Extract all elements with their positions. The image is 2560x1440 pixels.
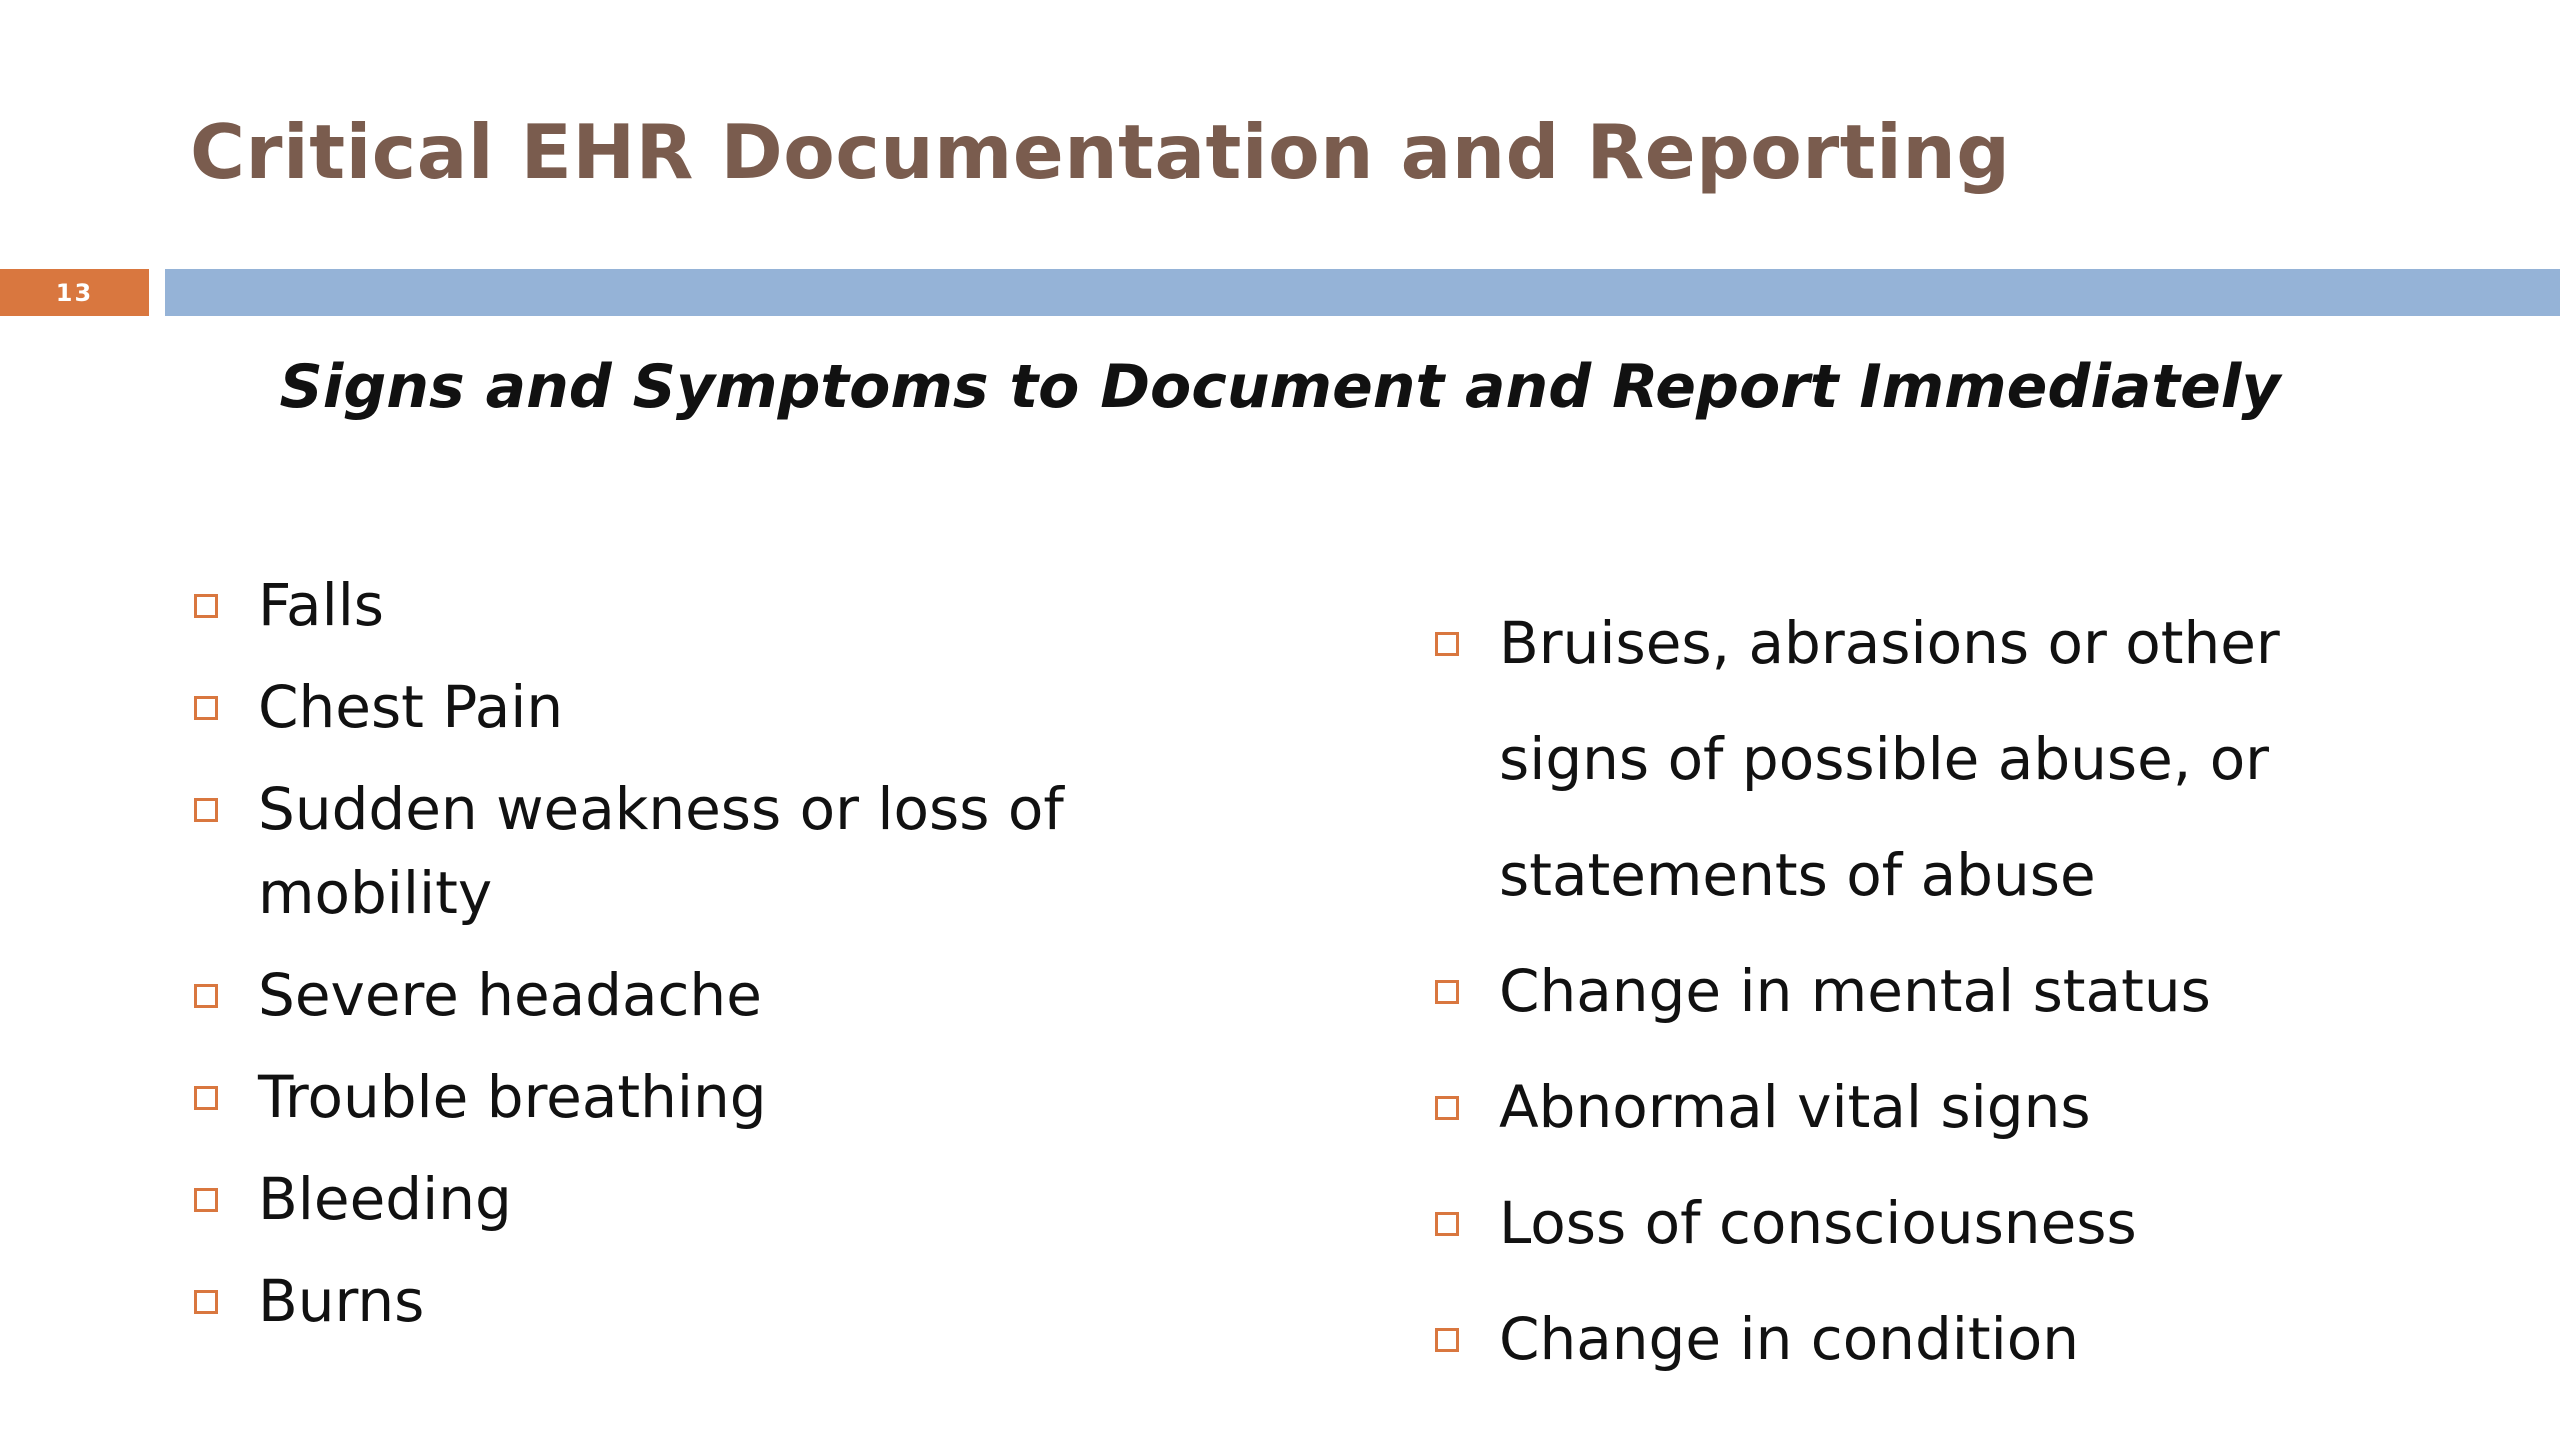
- list-item-text: Loss of consciousness: [1499, 1189, 2137, 1257]
- list-item: [1433, 585, 2433, 933]
- list-item: [192, 1259, 1092, 1343]
- square-bullet-icon: [1435, 980, 1459, 1004]
- list-item-text: Change in mental status: [1499, 957, 2211, 1025]
- list-item: [192, 665, 1092, 749]
- list-item-text: Chest Pain: [258, 673, 564, 741]
- square-bullet-icon: [194, 696, 218, 720]
- slide-number-badge: [0, 269, 149, 316]
- right-bullet-list: [1433, 585, 2433, 1397]
- square-bullet-icon: [194, 1188, 218, 1212]
- list-item: [192, 767, 1092, 935]
- list-item-text: Change in condition: [1499, 1305, 2079, 1373]
- list-item-text: Abnormal vital signs: [1499, 1073, 2091, 1141]
- list-item-text: Severe headache: [258, 961, 762, 1029]
- list-item-text: Trouble breathing: [258, 1063, 767, 1131]
- header-divider-bar: [165, 269, 2560, 316]
- list-item-text: Bruises, abrasions or other signs of possible abuse, or statements of abuse: [1499, 609, 2280, 909]
- square-bullet-icon: [194, 984, 218, 1008]
- list-item-text: Falls: [258, 571, 385, 639]
- list-item: [192, 953, 1092, 1037]
- list-item-text: Burns: [258, 1267, 425, 1335]
- square-bullet-icon: [1435, 1328, 1459, 1352]
- list-item-text: Bleeding: [258, 1165, 512, 1233]
- list-item-text: Sudden weakness or loss of mobility: [258, 775, 1064, 927]
- square-bullet-icon: [1435, 1212, 1459, 1236]
- square-bullet-icon: [194, 1086, 218, 1110]
- square-bullet-icon: [194, 594, 218, 618]
- list-item: [192, 1055, 1092, 1139]
- square-bullet-icon: [194, 1290, 218, 1314]
- list-item: [1433, 1281, 2433, 1397]
- square-bullet-icon: [1435, 632, 1459, 656]
- list-item: [1433, 1165, 2433, 1281]
- left-bullet-list: [192, 563, 1092, 1361]
- list-item: [192, 1157, 1092, 1241]
- square-bullet-icon: [1435, 1096, 1459, 1120]
- list-item: [1433, 933, 2433, 1049]
- square-bullet-icon: [194, 798, 218, 822]
- slide-subtitle: Signs and Symptoms to Document and Report Immediately: [279, 352, 2281, 422]
- list-item: [192, 563, 1092, 647]
- list-item: [1433, 1049, 2433, 1165]
- slide-number: 13: [55, 278, 94, 307]
- slide-title: Critical EHR Documentation and Reporting: [190, 108, 2011, 196]
